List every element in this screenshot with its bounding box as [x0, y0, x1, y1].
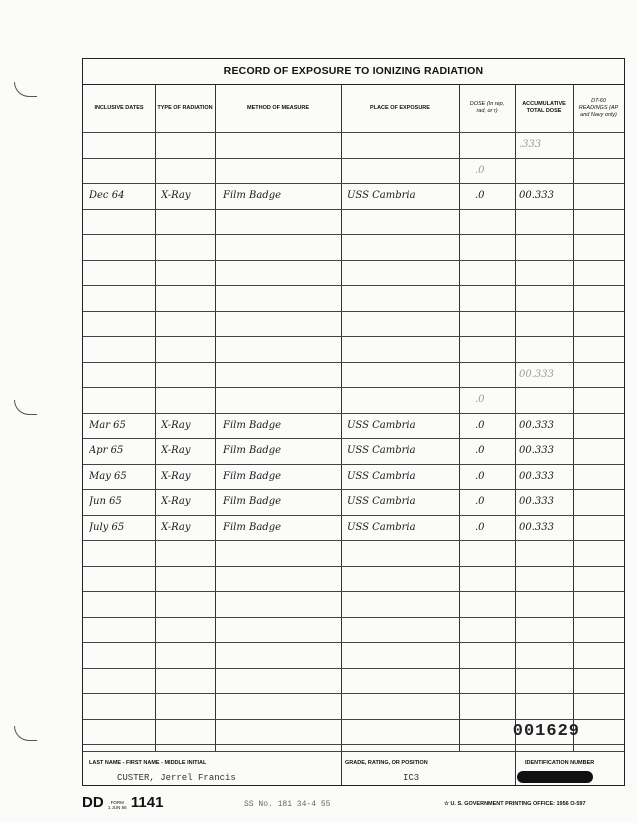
- row-13-date: Apr 65: [89, 445, 124, 456]
- row-16-type: X-Ray: [161, 521, 191, 533]
- row-divider: [83, 234, 624, 235]
- row-divider: [83, 642, 624, 643]
- form-date: 1 JUN 56: [107, 804, 127, 810]
- form-word: FORM: [110, 799, 124, 805]
- row-3-date: Dec 64: [89, 190, 125, 201]
- row-3-method: Film Badge: [223, 190, 282, 201]
- header-method: METHOD OF MEASURE: [246, 104, 310, 111]
- dd-label: DD: [82, 794, 104, 811]
- exposure-record-form: [82, 58, 625, 786]
- footer-column-divider: [515, 751, 516, 785]
- column-divider: [573, 84, 574, 751]
- row-11-dose: .0: [475, 394, 485, 405]
- row-divider: [83, 617, 624, 618]
- row-12-total: 00.333: [519, 419, 554, 431]
- row-15-method: Film Badge: [223, 496, 282, 507]
- row-divider: [83, 591, 624, 592]
- row-divider: [83, 311, 624, 312]
- header-dt60: DT-60 READINGS (AP and Navy only): [578, 97, 619, 118]
- row-16-date: July 65: [89, 521, 125, 533]
- row-16-place: USS Cambria: [347, 521, 416, 533]
- row-divider: [83, 719, 624, 720]
- row-divider: [83, 668, 624, 669]
- row-10-total: 00.333: [519, 368, 554, 380]
- column-divider: [215, 84, 216, 751]
- grade-label: GRADE, RATING, OR POSITION: [345, 760, 428, 766]
- column-divider: [341, 84, 342, 751]
- serial-number: SS No. 181 34-4 55: [244, 800, 331, 809]
- header-dose: DOSE (In rep, rad, or r): [469, 101, 505, 114]
- row-12-place: USS Cambria: [347, 419, 416, 431]
- header-type: TYPE OF RADIATION: [157, 104, 213, 111]
- column-divider: [155, 84, 156, 751]
- punch-hole-top: [14, 82, 37, 97]
- row-16-total: 00.333: [519, 521, 554, 533]
- row-14-method: Film Badge: [223, 470, 282, 482]
- form-date-block: [108, 800, 127, 810]
- form-number: 1141: [130, 794, 164, 811]
- row-12-type: X-Ray: [161, 419, 191, 431]
- row-3-dose: .0: [475, 190, 485, 201]
- row-15-place: USS Cambria: [347, 496, 416, 507]
- row-14-place: USS Cambria: [347, 470, 416, 482]
- row-15-total: 00.333: [519, 496, 554, 507]
- row-14-date: May 65: [89, 470, 127, 482]
- row-12-date: Mar 65: [89, 419, 126, 431]
- id-number-label: IDENTIFICATION NUMBER: [525, 760, 595, 766]
- row-14-dose: .0: [475, 470, 485, 482]
- name-label: LAST NAME - FIRST NAME - MIDDLE INITIAL: [89, 760, 207, 766]
- row-1-total: .333: [519, 139, 542, 150]
- row-14-type: X-Ray: [161, 470, 191, 482]
- footer-divider: [83, 751, 624, 752]
- punch-hole-middle: [14, 400, 37, 415]
- row-15-date: Jun 65: [89, 496, 122, 507]
- redaction-bar: [517, 771, 593, 783]
- row-13-total: 00.333: [519, 445, 554, 456]
- grade-value: IC3: [403, 773, 420, 783]
- row-13-type: X-Ray: [161, 445, 191, 456]
- footer-column-divider: [341, 751, 342, 785]
- row-divider: [83, 132, 624, 133]
- row-3-total: 00.333: [519, 190, 554, 201]
- header-place: PLACE OF EXPOSURE: [370, 104, 430, 111]
- row-divider: [83, 744, 624, 745]
- row-16-method: Film Badge: [223, 521, 282, 533]
- row-13-method: Film Badge: [223, 445, 282, 456]
- column-divider: [459, 84, 460, 751]
- row-divider: [83, 387, 624, 388]
- row-3-place: USS Cambria: [347, 190, 416, 201]
- row-divider: [83, 693, 624, 694]
- row-divider: [83, 260, 624, 261]
- row-divider: [83, 158, 624, 159]
- row-3-type: X-Ray: [161, 190, 191, 201]
- header-accumulative: ACCUMULATIVE TOTAL DOSE: [522, 101, 566, 114]
- header-dates: INCLUSIVE DATES: [94, 104, 144, 111]
- gpo-imprint: ☆ U. S. GOVERNMENT PRINTING OFFICE: 1956 O-597: [444, 801, 586, 807]
- row-divider: [83, 285, 624, 286]
- row-12-method: Film Badge: [223, 419, 282, 431]
- name-value: CUSTER, Jerrel Francis: [117, 773, 236, 783]
- row-divider: [83, 336, 624, 337]
- row-13-dose: .0: [475, 445, 485, 456]
- column-divider: [515, 84, 516, 751]
- row-13-place: USS Cambria: [347, 445, 416, 456]
- row-12-dose: .0: [475, 419, 485, 431]
- row-14-total: 00.333: [519, 470, 554, 482]
- row-divider: [83, 566, 624, 567]
- row-divider: [83, 209, 624, 210]
- row-15-dose: .0: [475, 496, 485, 507]
- document-stamp-number: 001629: [512, 722, 580, 741]
- form-designation: [82, 794, 163, 811]
- row-divider: [83, 540, 624, 541]
- punch-hole-bottom: [14, 726, 37, 741]
- form-title: RECORD OF EXPOSURE TO IONIZING RADIATION: [83, 59, 624, 85]
- row-15-type: X-Ray: [161, 496, 191, 507]
- row-2-dose: .0: [475, 164, 485, 176]
- row-16-dose: .0: [475, 521, 485, 533]
